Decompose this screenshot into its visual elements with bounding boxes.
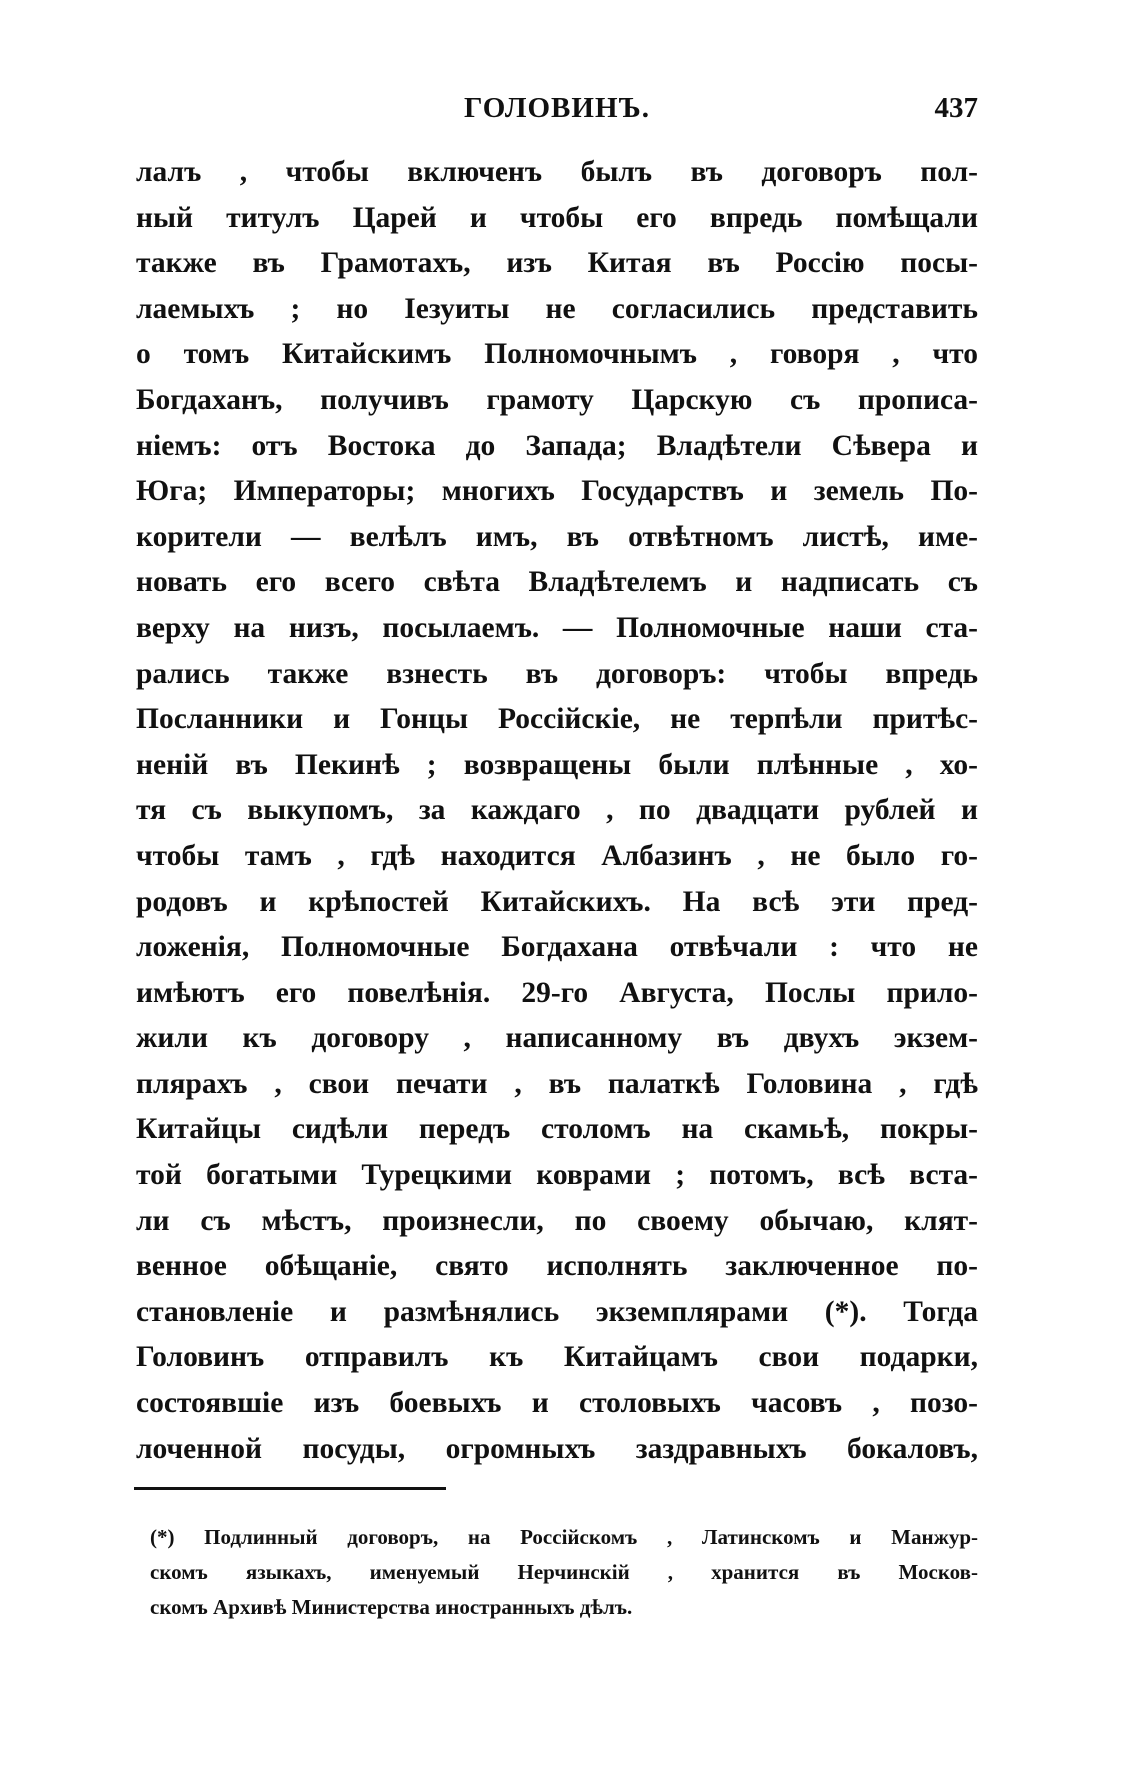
body-text	[136, 150, 978, 1472]
footnote-line: (*) Подлинный договоръ, на Россійскомъ , Латинскомъ и Манжур-	[150, 1525, 978, 1549]
text-line: тя съ выкупомъ, за каждаго , по двадцати рублей и	[136, 794, 978, 827]
text-line: имѣютъ его повелѣнія. 29-го Августа, Послы прило-	[136, 976, 978, 1009]
page-number: 437	[934, 92, 978, 124]
text-line: неній въ Пекинѣ ; возвращены были плѣнные , хо-	[136, 748, 978, 781]
text-line: рались также взнесть въ договоръ: чтобы впредь	[136, 657, 978, 690]
text-line: Китайцы сидѣли передъ столомъ на скамьѣ, покры-	[136, 1113, 978, 1146]
text-line: корители — велѣлъ имъ, въ отвѣтномъ листѣ, име-	[136, 520, 978, 553]
text-line: также въ Грамотахъ, изъ Китая въ Россію посы-	[136, 247, 978, 280]
text-line: ли съ мѣстъ, произнесли, по своему обычаю, клят-	[136, 1204, 978, 1237]
text-line: ніемъ: отъ Востока до Запада; Владѣтели Сѣвера и	[136, 429, 978, 462]
text-line: состоявшіе изъ боевыхъ и столовыхъ часовъ , позо-	[136, 1387, 978, 1420]
text-line: родовъ и крѣпостей Китайскихъ. На всѣ эти пред-	[136, 885, 978, 918]
footnote	[150, 1520, 978, 1625]
text-line: чтобы тамъ , гдѣ находится Албазинъ , не было го-	[136, 839, 978, 872]
text-line: Юга; Императоры; многихъ Государствъ и земель По-	[136, 475, 978, 508]
text-line: жили къ договору , написанному въ двухъ экзем-	[136, 1022, 978, 1055]
footnote-line: скомъ Архивѣ Министерства иностранныхъ дѣлъ.	[150, 1595, 633, 1619]
text-line: Посланники и Гонцы Россійскіе, не терпѣли притѣс-	[136, 703, 978, 736]
text-line: о томъ Китайскимъ Полномочнымъ , говоря , что	[136, 338, 978, 371]
text-line: плярахъ , свои печати , въ палаткѣ Головина , гдѣ	[136, 1067, 978, 1100]
text-line: Головинъ отправилъ къ Китайцамъ свои подарки,	[136, 1341, 978, 1374]
text-line: лаемыхъ ; но Іезуиты не согласились представить	[136, 292, 978, 325]
footnote-line: скомъ языкахъ, именуемый Нерчинскій , хранится въ Москов-	[150, 1560, 978, 1584]
running-head	[136, 92, 978, 132]
text-line: лалъ , чтобы включенъ былъ въ договоръ пол-	[136, 156, 978, 188]
text-line: ложенія, Полномочные Богдахана отвѣчали : что не	[136, 931, 978, 964]
running-title: ГОЛОВИНЪ.	[464, 92, 650, 124]
text-line: становленіе и размѣнялись экземплярами (*). Тогда	[136, 1295, 978, 1328]
footnote-rule	[134, 1487, 446, 1490]
text-line: ный титулъ Царей и чтобы его впредь помѣщали	[136, 201, 978, 234]
text-line: той богатыми Турецкими коврами ; потомъ, всѣ вста-	[136, 1159, 978, 1192]
text-line: Богдаханъ, получивъ грамоту Царскую съ прописа-	[136, 383, 978, 416]
text-line: лоченной посуды, огромныхъ заздравныхъ бокаловъ,	[136, 1432, 978, 1465]
text-line: новать его всего свѣта Владѣтелемъ и надписать съ	[136, 566, 978, 599]
text-line: венное обѣщаніе, свято исполнять заключенное по-	[136, 1250, 978, 1283]
text-line: верху на низъ, посылаемъ. — Полномочные наши ста-	[136, 611, 978, 644]
